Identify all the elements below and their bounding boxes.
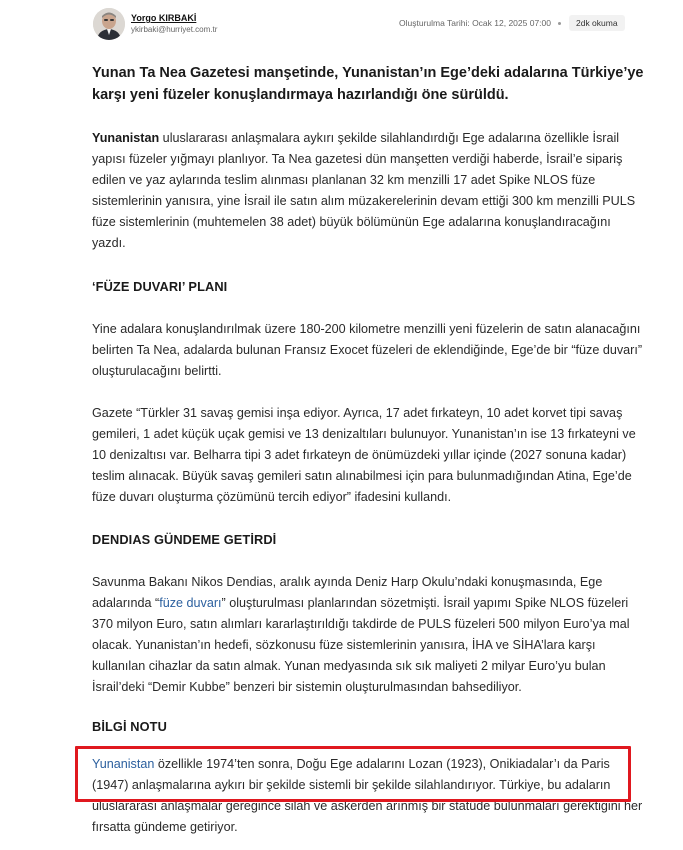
avatar-image [93,8,125,40]
paragraph-1 [92,128,644,254]
meta-separator-dot [558,22,561,25]
paragraph-1-strong: Yunanistan [92,131,160,145]
yunanistan-link[interactable]: Yunanistan [92,757,155,771]
paragraph-3: Gazete “Türkler 31 savaş gemisi inşa ediyor. Ayrıca, 17 adet fırkateyn, 10 adet korvet tipi savaş gemileri, 1 adet küçük uçak gemisi ve 13 denizaltıları bulunuyor. Yunanistan’ın ise 13 fırkateyni ve 10 denizaltısı var. Belharra tipi 3 adet fırkateyn de önümüzdeki yıllar içinde (2027 sonuna kadar) teslim alınacak. Büyük savaş gemileri satın alınabilmesi için para bulunmadığından Atina, Ege’de füze duvarı oluşturma çözümünü tercih ediyor” ifadesini kullandı. [92,406,636,504]
read-time-badge: 2dk okuma [569,15,625,31]
author-avatar[interactable] [93,8,125,40]
paragraph-4 [92,572,644,698]
paragraph-5-text: özellikle 1974’ten sonra, Doğu Ege adalarını Lozan (1923), Onikiadalar’ı da Paris (1947) anlaşmalarına aykırı bir şekilde sistemli bir şekilde silahlandırıyor. Türkiye, bu adaların uluslararası anlaşmalar gereğince silah ve askerden arınmış bir statüde bulunmaları gerektiğini her fırsatta gündeme getiriyor. [92,757,643,834]
paragraph-4-text-after: ” oluşturulması planlarından sözetmişti. İsrail yapımı Spike NLOS füzeleri 370 milyon Euro, satın alımları kararlaştırıldığı takdirde de PULS füzeleri 500 milyon Euro’ya mal olacak. Yunanistan’ın hedefi, sözkonusu füze sistemlerinin yanısıra, İHA ve SİHA’lara karşı kullanılan cihazlar da satın almak. Yunan medyasında sık sık maliyeti 2 milyar Euro’yu bulan İsrail’deki “Demir Kubbe” benzeri bir sistemin oluşturulmasından bahsediliyor. [92,596,630,694]
paragraph-5 [92,754,644,838]
author-email: ykirbaki@hurriyet.com.tr [131,25,218,34]
paragraph-2: Yine adalara konuşlandırılmak üzere 180-200 kilometre menzilli yeni füzelerin de satın alanacağını belirten Ta Nea, adalarda bulunan Fransız Exocet füzeleri de eklendiğinde, Ege’de bir “füze duvarı” oluşturulacağını belirtti. [92,322,643,378]
subheading-dendias: DENDIAS GÜNDEME GETİRDİ [92,532,277,547]
publish-date: Oluşturulma Tarihi: Ocak 12, 2025 07:00 [399,18,551,28]
paragraph-1-text: uluslararası anlaşmalara aykırı şekilde silahlandırdığı Ege adalarına özellikle İsrail yapısı füzeler yığmayı planlıyor. Ta Nea gazetesi dün manşetten verdiği haberde, İsrail’e sipariş edilen ve yaz aylarında teslim alınması planlanan 32 km menzilli 17 adet Spike NLOS füze sistemlerinin yanısıra, yine İsrail ile satın alım müzakerelerinin devam ettiği 300 km menzilli PULS füze sistemlerinin (muhtemelen 38 adet) büyük bölümünün Ege adalarına konuşlandıracağını yazdı. [92,131,636,250]
author-name-link[interactable]: Yorgo KIRBAKİ [131,13,197,23]
author-block [93,8,217,40]
subheading-fuze-duvari: ‘FÜZE DUVARI’ PLANI [92,279,228,294]
subheading-bilgi-notu: BİLGİ NOTU [92,719,167,734]
article-meta [399,15,625,31]
article-body [92,62,644,838]
fuze-duvari-link[interactable]: füze duvarı [159,596,222,610]
paragraph-4-text-before: Savunma Bakanı Nikos Dendias, aralık ayında Deniz Harp Okulu’ndaki konuşmasında, Ege adalarında “ [92,575,603,610]
article-lead: Yunan Ta Nea Gazetesi manşetinde, Yunanistan’ın Ege’deki adalarına Türkiye’ye karşı yeni füzeler konuşlandırmaya hazırlandığı öne sürüldü. [92,65,644,103]
